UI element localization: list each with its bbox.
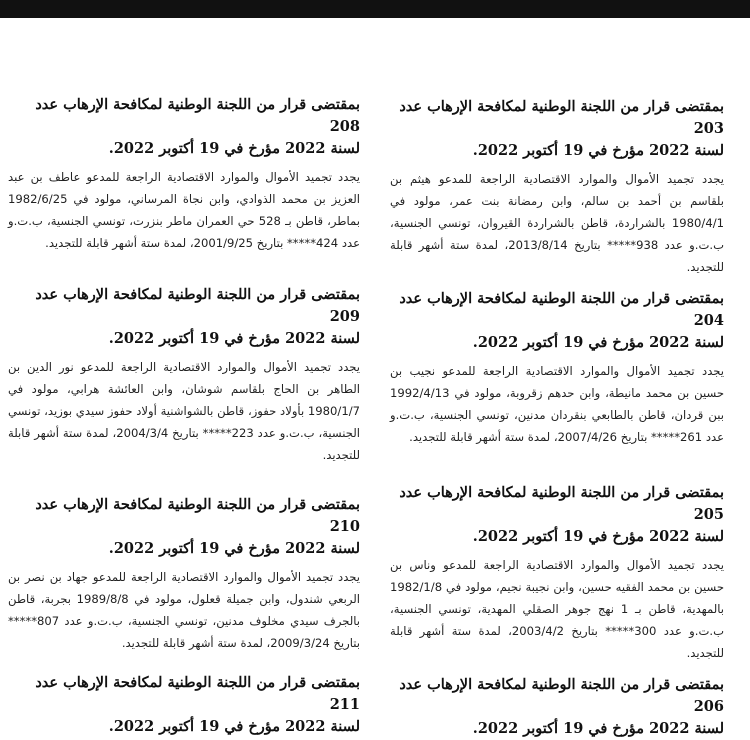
document-page bbox=[0, 18, 750, 737]
decree-title-line1: بمقتضى قرار من اللجنة الوطنية لمكافحة الإرهاب عدد 204 bbox=[399, 290, 724, 329]
decree-body: يجدد تجميد الأموال والموارد الاقتصادية الراجعة للمدعو نجيب بن حسين بن محمد مانيطة، وابن حدهم زقروبة، مولود في 1992/4/13 ببن قردان، قاطن بالطابعي بنقردان مدنين، تونسي الجنسية، ب.ت.و عدد 261***** بتاريخ 2007/4/26، لمدة ستة أشهر قابلة للتجديد. bbox=[390, 364, 724, 444]
decree-title-line2: لسنة 2022 مؤرخ في 19 أكتوبر 2022. bbox=[472, 528, 724, 545]
decree-title-line1: بمقتضى قرار من اللجنة الوطنية لمكافحة الإرهاب عدد 203 bbox=[399, 98, 724, 137]
decree-title-line1: بمقتضى قرار من اللجنة الوطنية لمكافحة الإرهاب عدد 211 bbox=[35, 674, 360, 713]
decree-title-line1: بمقتضى قرار من اللجنة الوطنية لمكافحة الإرهاب عدد 206 bbox=[399, 676, 724, 715]
decree-title-line1: بمقتضى قرار من اللجنة الوطنية لمكافحة الإرهاب عدد 208 bbox=[35, 96, 360, 135]
decree-title-line2: لسنة 2022 مؤرخ في 19 أكتوبر 2022. bbox=[108, 540, 360, 557]
decree-title-line2: لسنة 2022 مؤرخ في 19 أكتوبر 2022. bbox=[108, 140, 360, 157]
decree-title bbox=[8, 94, 360, 160]
decree-title-line2: لسنة 2022 مؤرخ في 19 أكتوبر 2022. bbox=[472, 720, 724, 737]
decree-entry-203 bbox=[390, 96, 724, 278]
decree-body: يجدد تجميد الأموال والموارد الاقتصادية الراجعة للمدعو عاطف بن عبد العزيز بن محمد الذوادي، وابن نجاة المرساني، مولود في 1982/6/25 بماطر، قاطن بـ 528 حي العمران ماطر بنزرت، تونسي الجنسية، ب.ت.و عدد 424***** بتاريخ 2001/9/25، لمدة ستة أشهر قابلة للتجديد. bbox=[8, 170, 360, 250]
decree-title bbox=[390, 674, 724, 740]
decree-title bbox=[8, 494, 360, 560]
decree-body: يجدد تجميد الأموال والموارد الاقتصادية الراجعة للمدعو نور الدين بن الطاهر بن الحاج بلقاسم شوشان، وابن العائشة هرابي، مولود في 1980/1/7 بأولاد حفوز، قاطن بالشواشنية أولاد حفوز سيدي بوزيد، تونسي الجنسية، ب.ت.و عدد 223***** بتاريخ 2004/3/4، لمدة ستة أشهر قابلة للتجديد. bbox=[8, 360, 360, 462]
decree-title bbox=[390, 482, 724, 548]
decree-title-line1: بمقتضى قرار من اللجنة الوطنية لمكافحة الإرهاب عدد 210 bbox=[35, 496, 360, 535]
decree-entry-204 bbox=[390, 288, 724, 448]
decree-title bbox=[8, 284, 360, 350]
decree-body: يجدد تجميد الأموال والموارد الاقتصادية الراجعة للمدعو هيثم بن بلقاسم بن أحمد بن سالم، وابن رمضانة بنت عمر، مولود في 1980/4/1 بالشراردة، قاطن بالشراردة القيروان، تونسي الجنسية، ب.ت.و عدد 938***** بتاريخ 2013/8/14، لمدة ستة أشهر قابلة للتجديد. bbox=[390, 172, 724, 274]
decree-title bbox=[390, 288, 724, 354]
top-dark-bar bbox=[0, 0, 750, 18]
decree-title-line1: بمقتضى قرار من اللجنة الوطنية لمكافحة الإرهاب عدد 209 bbox=[35, 286, 360, 325]
decree-title-line2: لسنة 2022 مؤرخ في 19 أكتوبر 2022. bbox=[472, 142, 724, 159]
decree-title-line1: بمقتضى قرار من اللجنة الوطنية لمكافحة الإرهاب عدد 205 bbox=[399, 484, 724, 523]
decree-entry-209 bbox=[8, 284, 360, 466]
decree-entry-205 bbox=[390, 482, 724, 664]
decree-title bbox=[390, 96, 724, 162]
decree-body: يجدد تجميد الأموال والموارد الاقتصادية الراجعة للمدعو وناس بن حسين بن محمد الفقيه حسين، وابن نجيبة نجيم، مولود في 1982/1/8 بالمهدية، قاطن بـ 1 نهج جوهر الصقلي المهدية، تونسي الجنسية، ب.ت.و عدد 300***** بتاريخ 2003/4/2، لمدة ستة أشهر قابلة للتجديد. bbox=[390, 558, 724, 660]
decree-entry-211 bbox=[8, 672, 360, 738]
decree-body: يجدد تجميد الأموال والموارد الاقتصادية الراجعة للمدعو جهاد بن نصر بن الربعي شندول، وابن جميلة قعلول، مولود في 1989/8/8 بجربة، قاطن بالجرف سيدي مخلوف مدنين، تونسي الجنسية، ب.ت.و عدد 807***** بتاريخ 2009/3/24، لمدة ستة أشهر قابلة للتجديد. bbox=[8, 570, 360, 650]
decree-entry-210 bbox=[8, 494, 360, 654]
decree-title bbox=[8, 672, 360, 738]
decree-title-line2: لسنة 2022 مؤرخ في 19 أكتوبر 2022. bbox=[108, 718, 360, 735]
decree-entry-206 bbox=[390, 674, 724, 740]
decree-title-line2: لسنة 2022 مؤرخ في 19 أكتوبر 2022. bbox=[472, 334, 724, 351]
decree-entry-208 bbox=[8, 94, 360, 254]
decree-title-line2: لسنة 2022 مؤرخ في 19 أكتوبر 2022. bbox=[108, 330, 360, 347]
